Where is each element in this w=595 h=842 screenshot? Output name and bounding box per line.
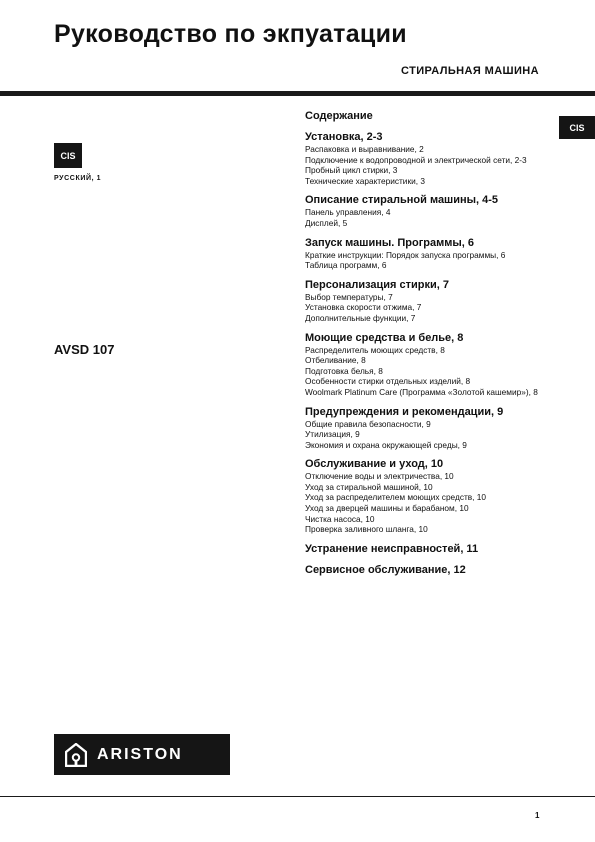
table-of-contents [305, 110, 545, 584]
toc-section [305, 542, 545, 556]
toc-item: Пробный цикл стирки, 3 [305, 165, 398, 176]
side-language-tab: CIS [559, 116, 595, 139]
document-subtitle: СТИРАЛЬНАЯ МАШИНА [401, 65, 539, 77]
toc-section [305, 563, 545, 577]
toc-section-title: Обслуживание и уход, 10 [305, 458, 444, 471]
toc-item: Распаковка и выравнивание, 2 [305, 144, 424, 154]
toc-section [305, 236, 545, 271]
toc-section [305, 193, 545, 228]
toc-item: Уход за распределителем моющих средств, 10 [305, 492, 487, 503]
toc-item: Панель управления, 4 [305, 207, 391, 218]
toc-section-title: Сервисное обслуживание, 12 [305, 563, 466, 576]
model-number: AVSD 107 [54, 342, 115, 357]
toc-section [305, 278, 545, 324]
toc-item: Чистка насоса, 10 [305, 513, 375, 524]
logo-text: ARISTON [97, 745, 183, 763]
toc-item: Отключение воды и электричества, 10 [305, 471, 454, 482]
toc-section-title: Предупреждения и рекомендации, 9 [305, 405, 504, 418]
toc-section-title: Персонализация стирки, 7 [305, 278, 450, 291]
toc-section-title: Моющие средства и белье, 8 [305, 331, 464, 344]
house-icon [65, 743, 87, 767]
toc-heading: Содержание [305, 110, 373, 122]
toc-item: Дисплей, 5 [305, 217, 348, 228]
toc-section [305, 405, 545, 451]
toc-item: Таблица программ, 6 [305, 260, 387, 271]
toc-section-title: Описание стиральной машины, 4-5 [305, 194, 499, 207]
toc-item: Экономия и охрана окружающей среды, 9 [305, 439, 467, 450]
toc-item: Распределитель моющих средств, 8 [305, 344, 445, 355]
toc-section-title: Запуск машины. Программы, 6 [305, 236, 475, 249]
toc-item: Технические характеристики, 3 [305, 175, 425, 186]
toc-item: Установка скорости отжима, 7 [305, 302, 422, 313]
toc-item: Проверка заливного шланга, 10 [305, 524, 428, 535]
toc-item: Особенности стирки отдельных изделий, 8 [305, 376, 471, 387]
toc-section [305, 331, 545, 398]
toc-item: Подключение к водопроводной и электрической сети, 2-3 [305, 154, 527, 165]
language-label: РУССКИЙ, 1 [54, 175, 102, 182]
toc-section [305, 130, 545, 186]
page-number: 1 [535, 811, 540, 820]
toc-item: Уход за дверцей машины и барабаном, 10 [305, 503, 469, 514]
toc-item: Общие правила безопасности, 9 [305, 418, 431, 429]
toc-item: Woolmark Platinum Care (Программа «Золотой кашемир»), 8 [305, 386, 538, 397]
toc-section-title: Устранение неисправностей, 11 [305, 542, 479, 555]
toc-item: Подготовка белья, 8 [305, 365, 383, 376]
toc-item: Дополнительные функции, 7 [305, 312, 416, 323]
ariston-logo [54, 734, 230, 775]
language-badge: CIS [54, 143, 82, 168]
toc-section [305, 457, 545, 535]
footer-divider [0, 796, 595, 797]
toc-item: Выбор температуры, 7 [305, 291, 393, 302]
toc-item: Уход за стиральной машиной, 10 [305, 481, 433, 492]
header-divider [0, 91, 595, 96]
page-title: Руководство по экпуатации [54, 20, 407, 48]
toc-item: Краткие инструкции: Порядок запуска программы, 6 [305, 249, 506, 260]
toc-section-title: Установка, 2-3 [305, 131, 383, 143]
toc-item: Отбеливание, 8 [305, 355, 366, 366]
toc-item: Утилизация, 9 [305, 429, 360, 440]
